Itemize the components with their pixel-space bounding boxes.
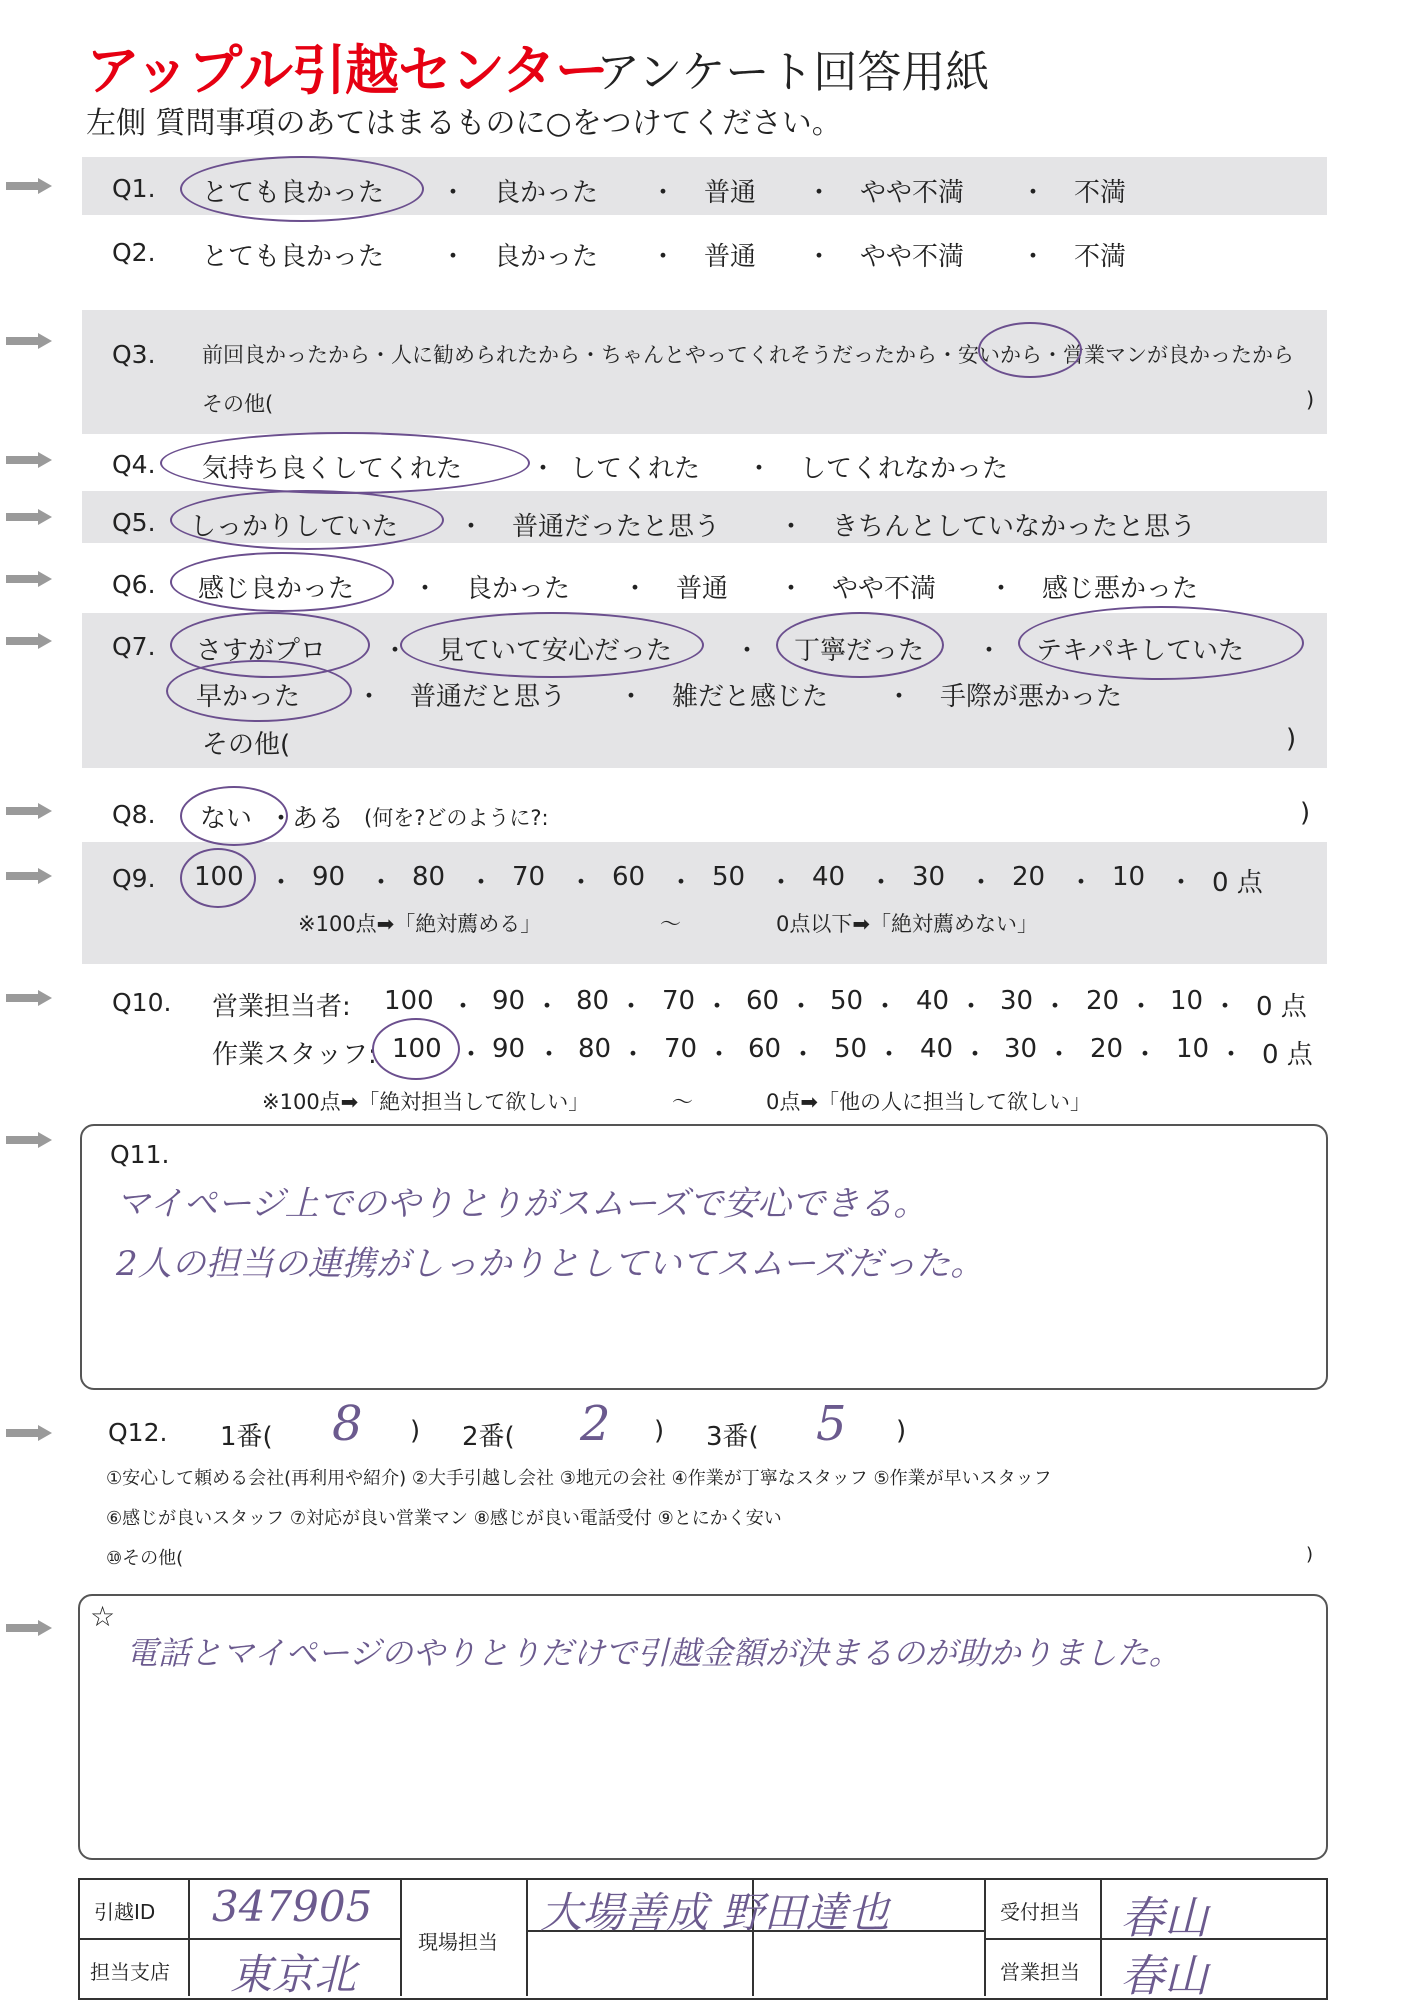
brand-logo-text: アップル引越センター: [86, 39, 608, 102]
q9-scores: 100 ・ 90 ・ 80 ・ 70 ・ 60 ・ 50 ・ 40 ・ 30 ・ 20 ・ 10 ・ 0 点: [194, 862, 1263, 898]
staff-table: [78, 1878, 1328, 2000]
q10-staff-score[interactable]: 10: [1176, 1034, 1210, 1064]
reception-value: 春山: [1120, 1893, 1208, 1944]
answer-circle: [180, 156, 424, 222]
q9-note-left: ※100点➡「絶対薦める」: [298, 912, 542, 936]
answer-circle: [160, 432, 530, 494]
q6-option[interactable]: 感じ悪かった: [1042, 574, 1199, 604]
q10-staff-score[interactable]: 60: [748, 1034, 782, 1064]
q11-answer-line1: マイページ上でのやりとりがスムーズで安心できる。: [116, 1184, 928, 1224]
q9-score[interactable]: 70: [512, 862, 546, 892]
q9-score[interactable]: 30: [912, 862, 946, 892]
q4-label: Q4.: [112, 450, 156, 479]
q8-label: Q8.: [112, 800, 156, 829]
q7-option[interactable]: 早かった: [196, 682, 301, 712]
q2-label: Q2.: [112, 238, 156, 267]
q10-staff-score[interactable]: 50: [834, 1034, 868, 1064]
answer-circle: [776, 612, 944, 678]
q10-sales-score[interactable]: 50: [830, 986, 864, 1016]
arrow-icon: [6, 1425, 54, 1439]
q3-options[interactable]: 前回良かったから・人に勧められたから・ちゃんとやってくれそうだったから・安いから・営業マンが良かったから: [202, 343, 1294, 367]
page-title: アンケート回答用紙: [596, 47, 990, 98]
q1-options: とても良かった ・ 良かった ・ 普通 ・ やや不満 ・ 不満: [0, 172, 1424, 208]
q10-staff-score[interactable]: 0 点: [1262, 1040, 1313, 1070]
q10-sales-score[interactable]: 40: [916, 986, 950, 1016]
q1-label: Q1.: [112, 174, 156, 203]
q7-option[interactable]: テキパキしていた: [1036, 636, 1245, 666]
q8-options: ない ・ ある (何を?どのように?: ): [200, 798, 1311, 834]
q4-options: 気持ち良くしてくれた ・ してくれた ・ してくれなかった: [0, 448, 1424, 484]
q9-score[interactable]: 20: [1012, 862, 1046, 892]
q2-option[interactable]: 不満: [1074, 242, 1127, 272]
q9-note-tilde: 〜: [660, 912, 681, 936]
arrow-icon: [6, 1132, 54, 1146]
q10-note-tilde: 〜: [672, 1090, 693, 1114]
q4-option[interactable]: してくれなかった: [800, 454, 1009, 484]
q7-option[interactable]: 手際が悪かった: [940, 682, 1123, 712]
q12-choices-row3-close: ): [1306, 1544, 1314, 1565]
q10-staff-score[interactable]: 30: [1004, 1034, 1038, 1064]
move-id-value: 347905: [212, 1882, 373, 1931]
q6-option[interactable]: 普通: [676, 574, 729, 604]
q9-score[interactable]: 50: [712, 862, 746, 892]
q10-note-right: 0点➡「他の人に担当して欲しい」: [766, 1090, 1091, 1114]
q10-sales-label: 営業担当者:: [212, 992, 351, 1022]
q10-sales-score[interactable]: 20: [1086, 986, 1120, 1016]
answer-circle: [170, 552, 394, 612]
move-id-label: 引越ID: [94, 1900, 156, 1924]
answer-circle: [170, 490, 444, 550]
q9-score[interactable]: 100: [194, 862, 244, 892]
q10-sales-scores: 100 ・ 90 ・ 80 ・ 70 ・ 60 ・ 50 ・ 40 ・ 30 ・ 20 ・ 10 ・ 0 点: [384, 986, 1307, 1022]
q7-option[interactable]: 雑だと感じた: [672, 682, 829, 712]
q6-option[interactable]: 感じ良かった: [198, 574, 355, 604]
q1-option[interactable]: 良かった: [494, 178, 599, 208]
q10-note-left: ※100点➡「絶対担当して欲しい」: [262, 1090, 590, 1114]
q6-label: Q6.: [112, 570, 156, 599]
comment-text: 電話とマイページのやりとりだけで引越金額が決まるのが助かりました。: [126, 1634, 1181, 1672]
q1-option[interactable]: 普通: [704, 178, 757, 208]
q8-option-no[interactable]: ない: [200, 804, 253, 834]
answer-circle: [400, 612, 704, 678]
q5-option[interactable]: 普通だったと思う: [512, 512, 721, 542]
q12-first-value[interactable]: 8: [332, 1396, 363, 1452]
q2-option[interactable]: 普通: [704, 242, 757, 272]
q11-label: Q11.: [110, 1140, 170, 1169]
sales-staff-value: 春山: [1120, 1951, 1208, 2002]
q8-detail-close: ): [1300, 798, 1311, 828]
instruction-text: 左側 質問事項のあてはまるものに○をつけてください。: [86, 106, 842, 141]
q11-answer-line2: 2人の担当の連携がしっかりとしていてスムーズだった。: [116, 1244, 985, 1284]
q4-option[interactable]: 気持ち良くしてくれた: [202, 454, 463, 484]
q12-close: ): [410, 1416, 421, 1446]
q1-option[interactable]: やや不満: [860, 178, 965, 208]
q7-other-label: その他(: [202, 730, 291, 760]
q10-staff-score[interactable]: 90: [492, 1034, 526, 1064]
q3-label: Q3.: [112, 340, 156, 369]
q5-option[interactable]: しっかりしていた: [190, 512, 399, 542]
answer-circle: [372, 1018, 460, 1080]
q12-third-label: 3番(: [706, 1422, 759, 1452]
q2-option[interactable]: 良かった: [494, 242, 599, 272]
q9-score[interactable]: 90: [312, 862, 346, 892]
q1-option[interactable]: とても良かった: [202, 178, 385, 208]
answer-circle: [180, 786, 288, 846]
q10-label: Q10.: [112, 988, 172, 1017]
q6-option[interactable]: やや不満: [832, 574, 937, 604]
star-icon: ☆: [90, 1600, 116, 1633]
answer-circle: [1018, 606, 1304, 680]
q7-option[interactable]: 丁寧だった: [794, 636, 925, 666]
site-staff-label: 現場担当: [418, 1930, 498, 1954]
q3-other-close: ): [1306, 388, 1315, 412]
q10-sales-score[interactable]: 10: [1170, 986, 1204, 1016]
q12-second-value[interactable]: 2: [580, 1396, 611, 1452]
q2-options: とても良かった ・ 良かった ・ 普通 ・ やや不満 ・ 不満: [0, 236, 1424, 272]
q10-staff-score[interactable]: 100: [392, 1034, 442, 1064]
q1-option[interactable]: 不満: [1074, 178, 1127, 208]
q10-staff-label: 作業スタッフ:: [212, 1040, 377, 1070]
q9-score[interactable]: 40: [812, 862, 846, 892]
q12-choices-row1: ①安心して頼める会社(再利用や紹介) ②大手引越し会社 ③地元の会社 ④作業が丁寧なスタッフ ⑤作業が早いスタッフ: [106, 1468, 1052, 1489]
q2-option[interactable]: とても良かった: [202, 242, 385, 272]
q10-staff-scores: 100 ・ 90 ・ 80 ・ 70 ・ 60 ・ 50 ・ 40 ・ 30 ・ 20 ・ 10 ・ 0 点: [392, 1034, 1313, 1070]
q12-close: ): [654, 1416, 665, 1446]
reception-label: 受付担当: [1000, 1900, 1080, 1924]
q9-score[interactable]: 60: [612, 862, 646, 892]
q2-option[interactable]: やや不満: [860, 242, 965, 272]
q9-label: Q9.: [112, 864, 156, 893]
q7-other-close: ): [1286, 724, 1297, 754]
q7-option[interactable]: 普通だと思う: [410, 682, 567, 712]
q5-option[interactable]: きちんとしていなかったと思う: [832, 512, 1197, 542]
q8-option-yes[interactable]: ある: [292, 804, 345, 834]
site-staff-value: 大場善成 野田達也: [540, 1888, 890, 1937]
sales-staff-label: 営業担当: [1000, 1960, 1080, 1984]
q12-first-label: 1番(: [220, 1422, 273, 1452]
q7-option[interactable]: 見ていて安心だった: [438, 636, 673, 666]
q9-band: [82, 842, 1327, 964]
q9-score[interactable]: 0 点: [1212, 868, 1263, 898]
branch-label: 担当支店: [90, 1960, 170, 1984]
q3-other-label: その他(: [202, 392, 274, 416]
q7-row2: 早かった ・ 普通だと思う ・ 雑だと感じた ・ 手際が悪かった: [0, 676, 1424, 712]
q9-note-right: 0点以下➡「絶対薦めない」: [776, 912, 1038, 936]
arrow-icon: [6, 333, 54, 347]
q12-label: Q12.: [108, 1418, 168, 1447]
arrow-icon: [6, 1620, 54, 1634]
answer-circle: [180, 848, 256, 908]
q9-score[interactable]: 80: [412, 862, 446, 892]
q5-options: しっかりしていた ・ 普通だったと思う ・ きちんとしていなかったと思う: [0, 506, 1424, 542]
answer-circle: [978, 322, 1082, 378]
q10-staff-score[interactable]: 70: [664, 1034, 698, 1064]
q7-label: Q7.: [112, 632, 156, 661]
branch-value: 東京北: [230, 1950, 357, 1999]
answer-circle: [166, 660, 352, 722]
q12-close: ): [896, 1416, 907, 1446]
q10-sales-score[interactable]: 60: [746, 986, 780, 1016]
q10-sales-score[interactable]: 80: [576, 986, 610, 1016]
q6-options: 感じ良かった ・ 良かった ・ 普通 ・ やや不満 ・ 感じ悪かった: [0, 568, 1424, 604]
q10-sales-score[interactable]: 100: [384, 986, 434, 1016]
q5-label: Q5.: [112, 508, 156, 537]
q12-choices-row2: ⑥感じが良いスタッフ ⑦対応が良い営業マン ⑧感じが良い電話受付 ⑨とにかく安い: [106, 1508, 782, 1529]
q10-sales-score[interactable]: 30: [1000, 986, 1034, 1016]
q10-sales-score[interactable]: 0 点: [1256, 992, 1307, 1022]
q12-third-value[interactable]: 5: [816, 1396, 847, 1452]
q7-option[interactable]: さすがプロ: [196, 636, 327, 666]
q10-sales-score[interactable]: 70: [662, 986, 696, 1016]
q4-option[interactable]: してくれた: [570, 454, 701, 484]
q7-row1: さすがプロ ・ 見ていて安心だった ・ 丁寧だった ・ テキパキしていた: [0, 630, 1424, 666]
q10-sales-score[interactable]: 90: [492, 986, 526, 1016]
q10-staff-score[interactable]: 20: [1090, 1034, 1124, 1064]
q9-score[interactable]: 10: [1112, 862, 1146, 892]
q10-staff-score[interactable]: 40: [920, 1034, 954, 1064]
q6-option[interactable]: 良かった: [466, 574, 571, 604]
q12-choices-row3: ⑩その他(: [106, 1548, 184, 1569]
q12-second-label: 2番(: [462, 1422, 515, 1452]
q10-staff-score[interactable]: 80: [578, 1034, 612, 1064]
q8-detail-label: (何を?どのように?:: [364, 806, 549, 830]
